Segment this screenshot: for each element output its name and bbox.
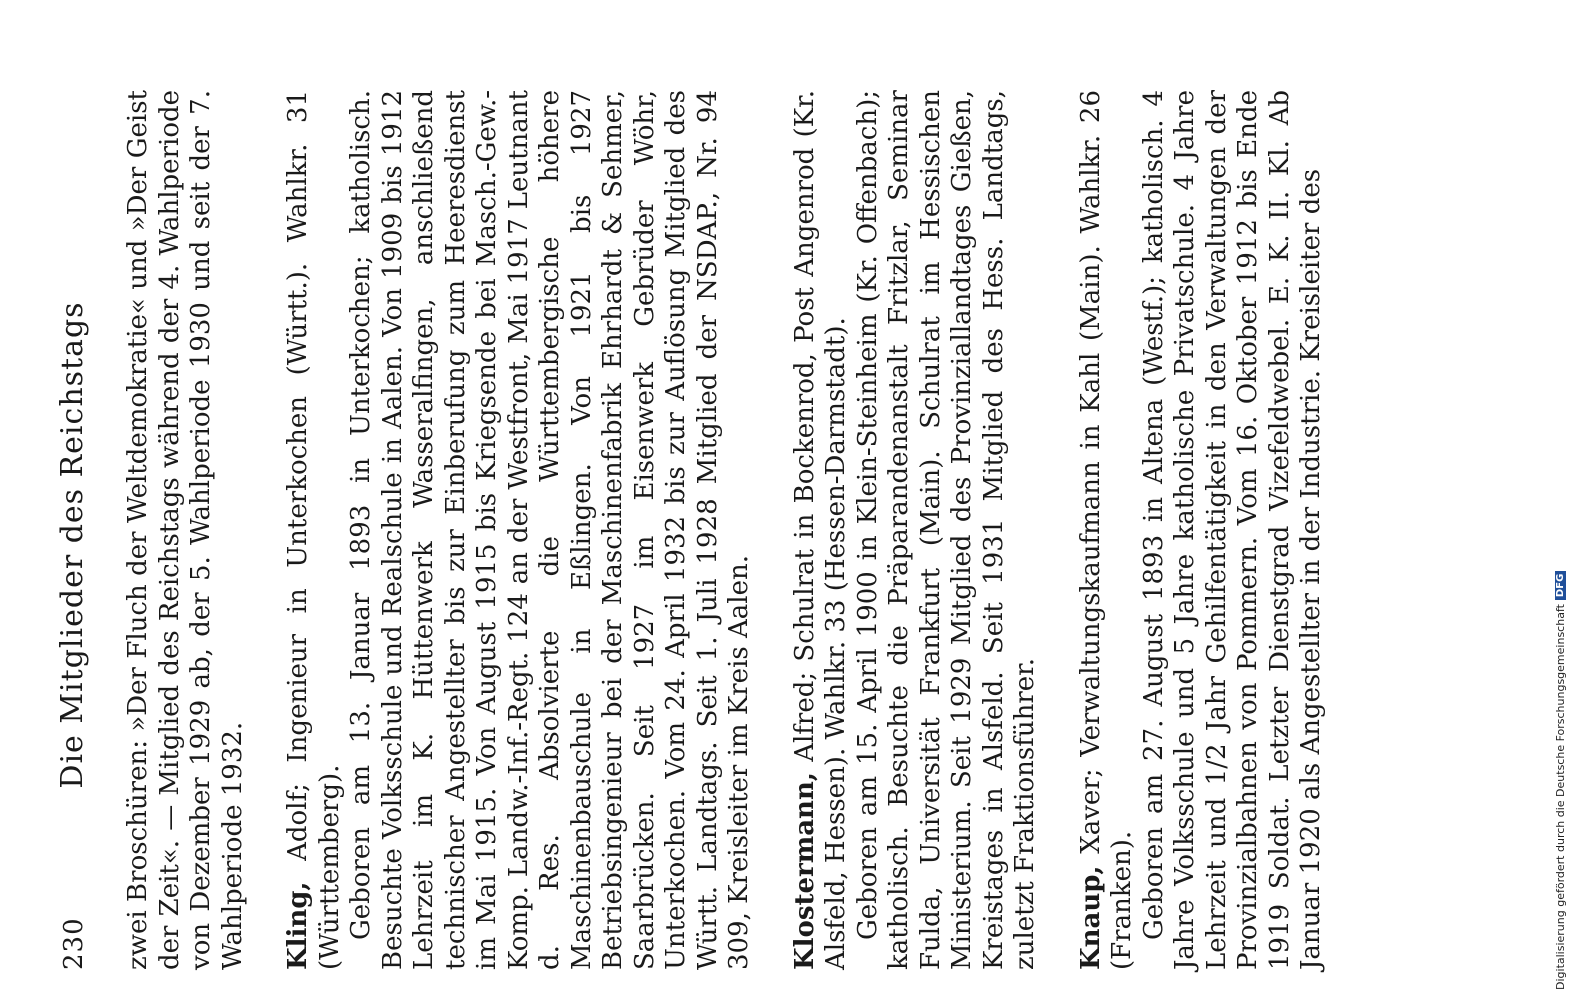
member-entry — [1076, 90, 1328, 970]
entry-header — [790, 90, 853, 970]
entry-body: Geboren am 13. Januar 1893 in Unterkochen; katholisch. Besuchte Volksschule und Realschule in Aalen. Von 1909 bis 1912 Lehrzeit im K. Hüttenwerk Wasseralfingen, anschließend technischer Angestellter bis zur Einberufung zum Heeresdienst im Mai 1915. Von August 1915 bis Kriegsende bei Masch.-Gew.-Komp. Landw.-Inf.-Regt. 124 an der Westfront, Mai 1917 Leutnant d. Res. Absolvierte die Württembergische höhere Maschinenbauschule in Eßlingen. Von 1921 bis 1927 Betriebsingenieur bei der Maschinenfabrik Ehrhardt & Sehmer, Saarbrücken. Seit 1927 im Eisenwerk Gebrüder Wöhr, Unterkochen. Vom 24. April 1932 bis zur Auflösung Mitglied des Württ. Landtags. Seit 1. Juli 1928 Mitglied der NSDAP., Nr. 94 309, Kreisleiter im Kreis Aalen. — [346, 90, 754, 970]
running-head-title: Die Mitglieder des Reichstags — [55, 301, 90, 789]
member-name: Kling, — [283, 881, 313, 970]
member-name: Knaup, — [1075, 865, 1106, 970]
member-details: Adolf; Ingenieur in Unterkochen (Württ.). Wahlkr. 31 (Württemberg). — [283, 90, 345, 970]
entry-body: Geboren am 15. April 1900 in Klein-Steinheim (Kr. Offenbach); katholisch. Besuchte die Präparandenanstalt Fritzlar, Seminar Fulda, Universität Frankfurt (Main). Schulrat im Hessischen Ministerium. Seit 1929 Mitglied des Provinziallandtages Gießen, Kreistages in Alsfeld. Seit 1931 Mitglied des Hess. Landtags, zuletzt Fraktionsführer. — [852, 90, 1040, 970]
page-number: 230 — [59, 917, 89, 970]
member-details: Alfred; Schulrat in Bockenrod, Post Angenrod (Kr. Alsfeld, Hessen). Wahlkr. 33 (Hessen-Darmstadt). — [789, 90, 851, 970]
member-name: Klostermann, — [789, 772, 820, 970]
entry-body: Geboren am 27. August 1893 in Altena (Westf.); katholisch. 4 Jahre Volksschule und 5 Jahre katholische Privatschule. 4 Jahre Lehrzeit und 1/2 Jahr Gehilfentätigkeit in den Verwaltungen der Provinzialbahnen von Pommern. Vom 16. Oktober 1912 bis Ende 1919 Soldat. Letzter Dienstgrad Vizefeldwebel. E. K. II. Kl. Ab Januar 1920 als Angestellter in der Industrie. Kreisleiter des — [1138, 90, 1326, 970]
member-details: Xaver; Verwaltungskaufmann in Kahl (Main). Wahlkr. 26 (Franken). — [1075, 90, 1137, 970]
dfg-logo: DFG — [1555, 571, 1566, 600]
page-content — [55, 90, 1328, 970]
running-head — [55, 90, 95, 970]
digitization-note-text: Digitalisierung gefördert durch die Deutsche Forschungsgemeinschaft — [1553, 604, 1567, 990]
member-entry — [283, 90, 756, 970]
member-entry — [790, 90, 1042, 970]
entry-header — [1076, 90, 1139, 970]
entry-header — [283, 90, 346, 970]
digitization-note — [1553, 0, 1567, 990]
continuation-paragraph: zwei Broschüren: »Der Fluch der Weltdemokratie« und »Der Geist der Zeit«. — Mitglied des Reichstags während der 4. Wahlperiode von Dezember 1929 ab, der 5. Wahlperiode 1930 und seit der 7. Wahlperiode 1932. — [123, 90, 248, 970]
